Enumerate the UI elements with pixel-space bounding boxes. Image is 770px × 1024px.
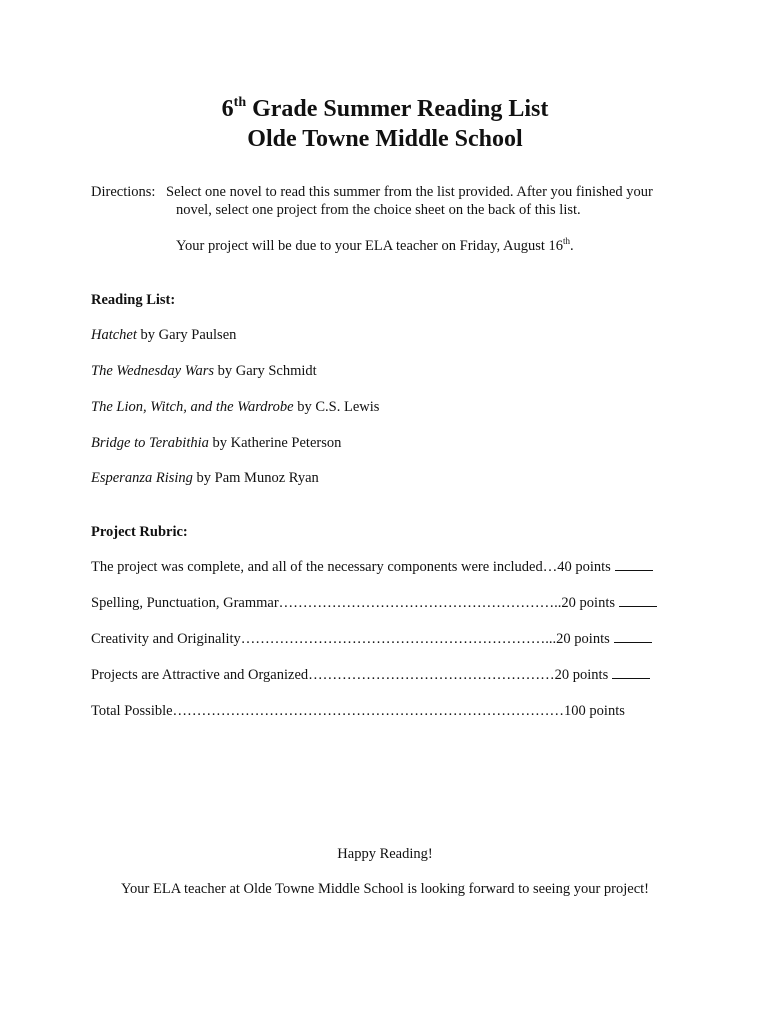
directions-label: Directions: xyxy=(91,184,156,200)
book-title: Hatchet xyxy=(91,327,137,343)
project-rubric-heading: Project Rubric: xyxy=(91,524,188,540)
book-author: by Gary Paulsen xyxy=(136,327,237,343)
book-item xyxy=(91,469,319,487)
closing-text: Happy Reading! xyxy=(337,846,433,862)
page-title xyxy=(0,94,770,124)
rubric-row-text: The project was complete, and all of the necessary components were included…40 points xyxy=(91,559,611,575)
title-grade-suffix: th xyxy=(233,95,247,110)
due-date-end: . xyxy=(570,238,574,254)
directions-line-2: novel, select one project from the choice sheet on the back of this list. xyxy=(176,202,581,218)
book-title: Esperanza Rising xyxy=(91,470,193,486)
title-grade-number: 6 xyxy=(221,96,234,122)
rubric-row-text: Projects are Attractive and Organized……………………………………………20 points xyxy=(91,667,609,683)
rubric-total-row xyxy=(91,702,691,720)
directions-line-1: Select one novel to read this summer from the list provided. After you finished your xyxy=(166,184,653,200)
due-date-note xyxy=(176,237,574,255)
rubric-row xyxy=(91,630,691,648)
school-name: Olde Towne Middle School xyxy=(247,126,523,152)
score-blank xyxy=(614,630,652,643)
book-title: The Wednesday Wars xyxy=(91,363,214,379)
rubric-row xyxy=(91,594,691,612)
rubric-row xyxy=(91,558,691,576)
reading-list-heading: Reading List: xyxy=(91,292,176,308)
book-author: by Katherine Peterson xyxy=(208,435,342,451)
book-title: Bridge to Terabithia xyxy=(91,435,209,451)
rubric-row-text: Creativity and Originality………………………………………………………...20 points xyxy=(91,631,610,647)
due-date-text: Your project will be due to your ELA teacher on Friday, August 16 xyxy=(176,238,564,254)
book-item xyxy=(91,434,341,452)
due-date-suffix: th xyxy=(563,236,571,246)
rubric-total-text: Total Possible………………………………………………………………………100 points xyxy=(91,703,625,719)
score-blank xyxy=(619,594,657,607)
book-item xyxy=(91,362,317,380)
book-item xyxy=(91,398,379,416)
rubric-row-text: Spelling, Punctuation, Grammar…………………………………………………..20 points xyxy=(91,595,615,611)
book-author: by Gary Schmidt xyxy=(213,363,317,379)
book-author: by C.S. Lewis xyxy=(293,399,380,415)
score-blank xyxy=(615,558,653,571)
score-blank xyxy=(612,666,650,679)
rubric-row xyxy=(91,666,691,684)
book-item xyxy=(91,326,236,344)
book-author: by Pam Munoz Ryan xyxy=(192,470,319,486)
footer-message: Your ELA teacher at Olde Towne Middle School is looking forward to seeing your project! xyxy=(121,881,649,897)
book-title: The Lion, Witch, and the Wardrobe xyxy=(91,399,294,415)
title-rest: Grade Summer Reading List xyxy=(246,96,549,122)
